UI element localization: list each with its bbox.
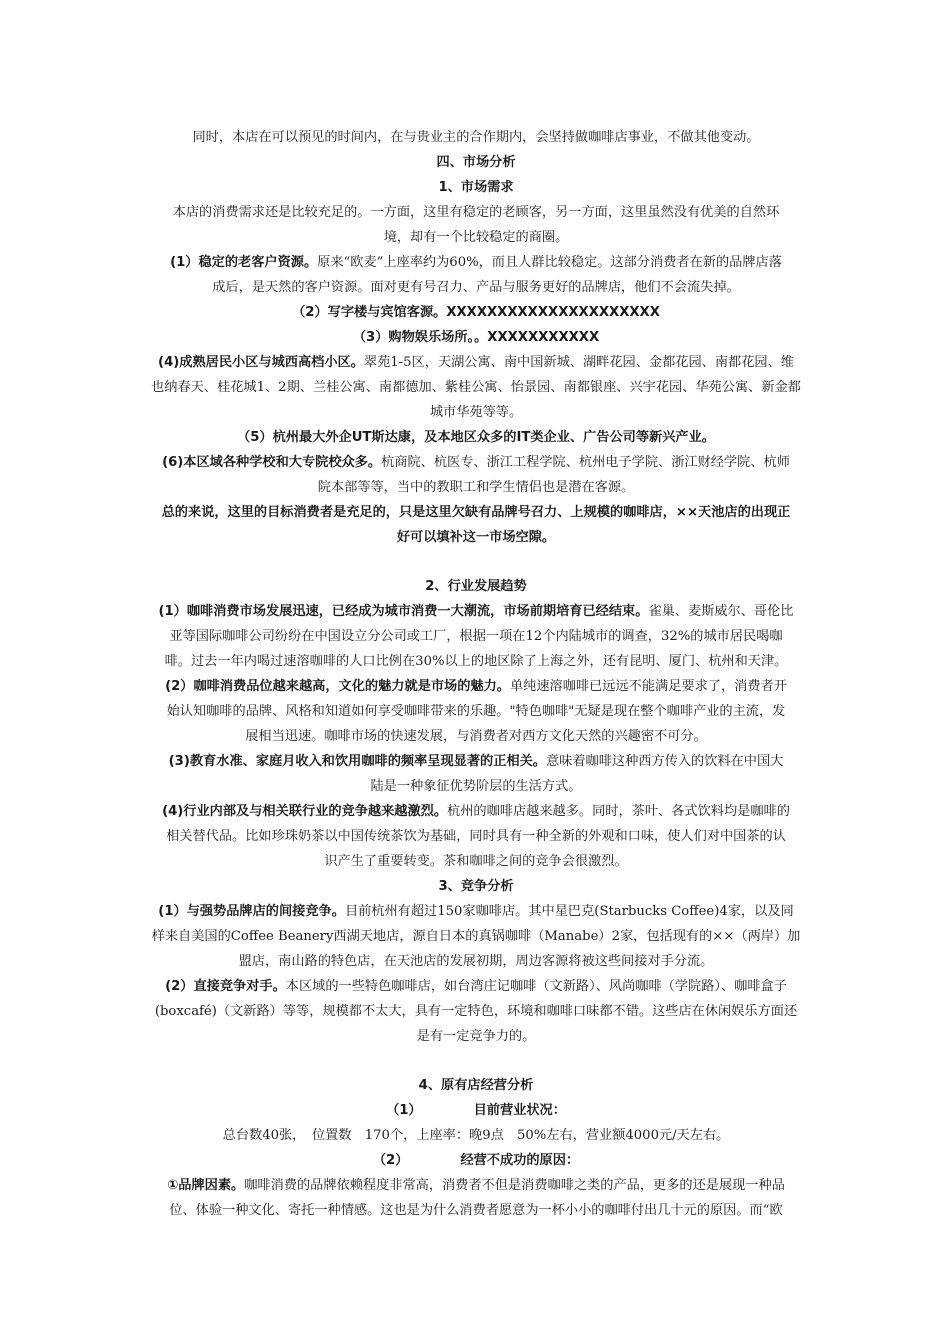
demand-item-3: （3）购物娱乐场所。。XXXXXXXXXXX (352, 330, 600, 345)
subsection-title-market-demand: 1、市场需求 (438, 180, 514, 195)
operating-status-stats: 总台数40张， 位置数 170个，上座率：晚9点 50%左右，营业额4000元/天左右。 (222, 1128, 730, 1143)
subsection-title-store-analysis: 4、原有店经营分析 (418, 1078, 534, 1093)
trend-item-2: (2）咖啡消费品位越来越高，文化的魅力就是市场的魅力。单纯速溶咖啡已远远不能满足要求了，消费者开 始认知咖啡的品牌、风格和知道如何享受咖啡带来的乐趣。"特色咖啡"无疑是现在整个咖啡产业的主流，发 展相当迅速。咖啡市场的快速发展，与消费者对西方文化天然的兴趣密不可分。 (165, 679, 787, 744)
demand-item-2: （2）写字楼与宾馆客源。XXXXXXXXXXXXXXXXXXXXX (292, 305, 660, 320)
subsection-title-industry-trends: 2、行业发展趋势 (425, 579, 527, 594)
trend-item-1: (1）咖啡消费市场发展迅速，已经成为城市消费一大潮流，市场前期培育已经结束。雀巢、麦斯威尔、哥伦比 亚等国际咖啡公司纷纷在中国设立分公司或工厂，根据一项在12个内陆城市的调查，32%的城市居民喝咖 啡。过去一年内喝过速溶咖啡的人口比例在30%以上的地区除了上海之外，还有昆明、厦门、杭州和天津。 (158, 604, 794, 669)
section-title-market-analysis: 四、市场分析 (436, 155, 516, 170)
trend-item-3: (3)教育水准、家庭月收入和饮用咖啡的频率呈现显著的正相关。意味着咖啡这种西方传入的饮料在中国大 陆是一种象征优势阶层的生活方式。 (168, 754, 784, 794)
market-demand-intro: 本店的消费需求还是比较充足的。一方面，这里有稳定的老顾客，另一方面，这里虽然没有优美的自然环 境，却有一个比较稳定的商圈。 (172, 205, 780, 245)
competition-item-1: (1）与强势品牌店的间接竞争。目前杭州有超过150家咖啡店。其中星巴克(Starbucks Coffee)4家，以及同 样来自美国的Coffee Beanery西湖天地店，源自日本的真锅咖啡（Manabe）2家，包括现有的××（两岸）加 盟店，南山路的特色店，在天池店的发展初期，周边客源将被这些间接对手分流。 (151, 904, 801, 969)
store-analysis-item-1-heading: （1） 目前营业状况： (386, 1103, 566, 1118)
demand-item-6: (6)本区域各种学校和大专院校众多。杭商院、杭医专、浙江工程学院、杭州电子学院、浙江财经学院、杭师 院本部等等，当中的教职工和学生情侣也是潜在客源。 (162, 455, 790, 495)
market-demand-summary: 总的来说，这里的目标消费者是充足的，只是这里欠缺有品牌号召力、上规模的咖啡店，××天池店的出现正 好可以填补这一市场空隙。 (161, 505, 791, 545)
intro-paragraph: 同时，本店在可以预见的时间内，在与贵业主的合作期内，会坚持做咖啡店事业，不做其他变动。 (192, 130, 760, 145)
trend-item-4: (4)行业内部及与相关联行业的竞争越来越激烈。杭州的咖啡店越来越多。同时，茶叶、各式饮料均是咖啡的 相关替代品。比如珍珠奶茶以中国传统茶饮为基础，同时具有一种全新的外观和口味，使人们对中国茶的认 识产生了重要转变。茶和咖啡之间的竞争会很激烈。 (162, 804, 790, 869)
subsection-title-competition: 3、竞争分析 (438, 879, 514, 894)
store-analysis-item-2-heading: （2） 经营不成功的原因： (372, 1153, 580, 1168)
demand-item-1: (1）稳定的老客户资源。原来“欧麦”上座率约为60%，而且人群比较稳定。这部分消费者在新的品牌店落 成后，是天然的客户资源。面对更有号召力、产品与服务更好的品牌店，他们不会流失掉。 (170, 255, 782, 295)
brand-factor-paragraph: ①品牌因素。咖啡消费的品牌依赖程度非常高，消费者不但是消费咖啡之类的产品，更多的还是展现一种品 位、体验一种文化、寄托一种情感。这也是为什么消费者愿意为一杯小小的咖啡付出几十元的原因。而“欧 (167, 1178, 785, 1218)
demand-item-5: （5）杭州最大外企UT斯达康，及本地区众多的IT类企业、广告公司等新兴产业。 (237, 430, 715, 445)
demand-item-4: (4)成熟居民小区与城西高档小区。翠苑1-5区，天湖公寓、南中国新城、湖畔花园、金都花园、南都花园、维 也纳春天、桂花城1、2期、兰桂公寓、南都德加、紫桂公寓、怡景园、南都银座、兴宇花园、华苑公寓、新金都 城市华苑等等。 (151, 355, 801, 420)
competition-item-2: (2）直接竞争对手。本区域的一些特色咖啡店，如台湾庄记咖啡（文新路）、风尚咖啡（学院路）、咖啡盒子 (boxcafé)（文新路）等等，规模都不太大，具有一定特色，环境和咖啡口味都不错。这些店在休闲娱乐方面还 是有一定竞争力的。 (154, 979, 798, 1044)
